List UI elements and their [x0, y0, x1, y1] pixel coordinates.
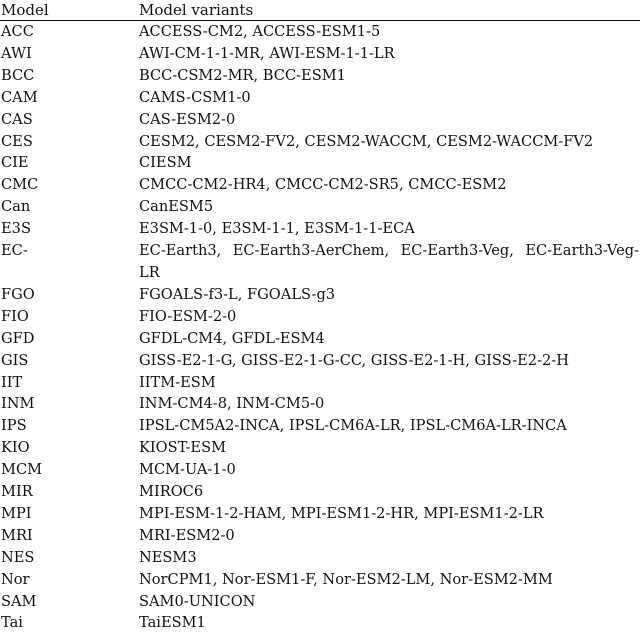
- variants-cell: CIESM: [139, 154, 192, 172]
- table-row: [0, 437, 640, 459]
- table-body: [0, 21, 640, 634]
- model-cell: E3S: [1, 220, 31, 238]
- variants-cell: MCM-UA-1-0: [139, 461, 236, 479]
- table-row: [0, 109, 640, 131]
- table-row: [0, 525, 640, 547]
- table-row: [0, 591, 640, 613]
- table-row: [0, 174, 640, 196]
- model-cell: Tai: [1, 614, 23, 632]
- variants-cell: KIOST-ESM: [139, 439, 227, 457]
- table-row: [0, 131, 640, 153]
- model-cell: KIO: [1, 439, 30, 457]
- table-row: [0, 459, 640, 481]
- model-cell: CIE: [1, 154, 29, 172]
- variants-cell: NESM3: [139, 548, 197, 566]
- variants-cell: E3SM-1-0, E3SM-1-1, E3SM-1-1-ECA: [139, 220, 415, 238]
- model-cell: GIS: [1, 351, 29, 369]
- table-row: [0, 196, 640, 218]
- table-row: [0, 43, 640, 65]
- table-row: [0, 240, 640, 284]
- model-cell: INM: [1, 395, 35, 413]
- table-row: [0, 612, 640, 634]
- table-row: [0, 87, 640, 109]
- model-cell: GFD: [1, 329, 35, 347]
- variants-cell: GFDL-CM4, GFDL-ESM4: [139, 329, 325, 347]
- table-header: [0, 0, 640, 20]
- header-model: Model: [1, 1, 49, 19]
- model-cell: SAM: [1, 592, 37, 610]
- model-cell: CMC: [1, 176, 39, 194]
- table-row: [0, 218, 640, 240]
- model-cell: MCM: [1, 461, 43, 479]
- variants-cell: GISS-E2-1-G, GISS-E2-1-G-CC, GISS-E2-1-H, GISS-E2-2-H: [139, 351, 569, 369]
- model-cell: AWI: [1, 44, 32, 62]
- variants-cell: IPSL-CM5A2-INCA, IPSL-CM6A-LR, IPSL-CM6A-LR-INCA: [139, 417, 567, 435]
- variants-cell: AWI-CM-1-1-MR, AWI-ESM-1-1-LR: [139, 44, 395, 62]
- variants-cell: MIROC6: [139, 483, 204, 501]
- variants-cell: INM-CM4-8, INM-CM5-0: [139, 395, 325, 413]
- model-cell: CAS: [1, 110, 33, 128]
- model-cell: Can: [1, 198, 31, 216]
- table-row: [0, 481, 640, 503]
- model-cell: MRI: [1, 526, 33, 544]
- table-row: [0, 328, 640, 350]
- variants-cell: SAM0-UNICON: [139, 592, 256, 610]
- model-cell: MIR: [1, 483, 33, 501]
- variants-cell: TaiESM1: [139, 614, 206, 632]
- model-cell: EC-: [1, 242, 28, 260]
- variants-cell: MPI-ESM-1-2-HAM, MPI-ESM1-2-HR, MPI-ESM1-2-LR: [139, 504, 544, 522]
- table-row: [0, 152, 640, 174]
- model-cell: IIT: [1, 373, 23, 391]
- model-cell: BCC: [1, 66, 35, 84]
- variants-cell: MRI-ESM2-0: [139, 526, 235, 544]
- table-row: [0, 393, 640, 415]
- model-cell: FIO: [1, 307, 29, 325]
- table-row: [0, 372, 640, 394]
- variants-cell: CMCC-CM2-HR4, CMCC-CM2-SR5, CMCC-ESM2: [139, 176, 507, 194]
- table-row: [0, 503, 640, 525]
- table-row: [0, 415, 640, 437]
- variants-cell: EC-Earth3, EC-Earth3-AerChem, EC-Earth3-Veg, EC-Earth3-Veg-LR: [139, 242, 639, 281]
- table-row: [0, 350, 640, 372]
- model-cell: MPI: [1, 504, 32, 522]
- model-cell: CAM: [1, 88, 38, 106]
- table-row: [0, 284, 640, 306]
- variants-cell: FIO-ESM-2-0: [139, 307, 237, 325]
- model-cell: FGO: [1, 285, 35, 303]
- table-row: [0, 65, 640, 87]
- table-row: [0, 569, 640, 591]
- variants-cell: CESM2, CESM2-FV2, CESM2-WACCM, CESM2-WACCM-FV2: [139, 132, 594, 150]
- model-cell: NES: [1, 548, 35, 566]
- model-cell: Nor: [1, 570, 30, 588]
- variants-cell: IITM-ESM: [139, 373, 216, 391]
- variants-cell: BCC-CSM2-MR, BCC-ESM1: [139, 66, 346, 84]
- table-row: [0, 21, 640, 43]
- model-cell: ACC: [1, 23, 34, 40]
- table-row: [0, 306, 640, 328]
- variants-cell: CanESM5: [139, 198, 214, 216]
- variants-cell: FGOALS-f3-L, FGOALS-g3: [139, 285, 336, 303]
- variants-cell: CAS-ESM2-0: [139, 110, 236, 128]
- variants-cell: NorCPM1, Nor-ESM1-F, Nor-ESM2-LM, Nor-ESM2-MM: [139, 570, 553, 588]
- table-row: [0, 547, 640, 569]
- variants-cell: ACCESS-CM2, ACCESS-ESM1-5: [139, 23, 381, 40]
- model-cell: CES: [1, 132, 33, 150]
- model-cell: IPS: [1, 417, 27, 435]
- variants-cell: CAMS-CSM1-0: [139, 88, 251, 106]
- header-model-variants: Model variants: [139, 1, 254, 19]
